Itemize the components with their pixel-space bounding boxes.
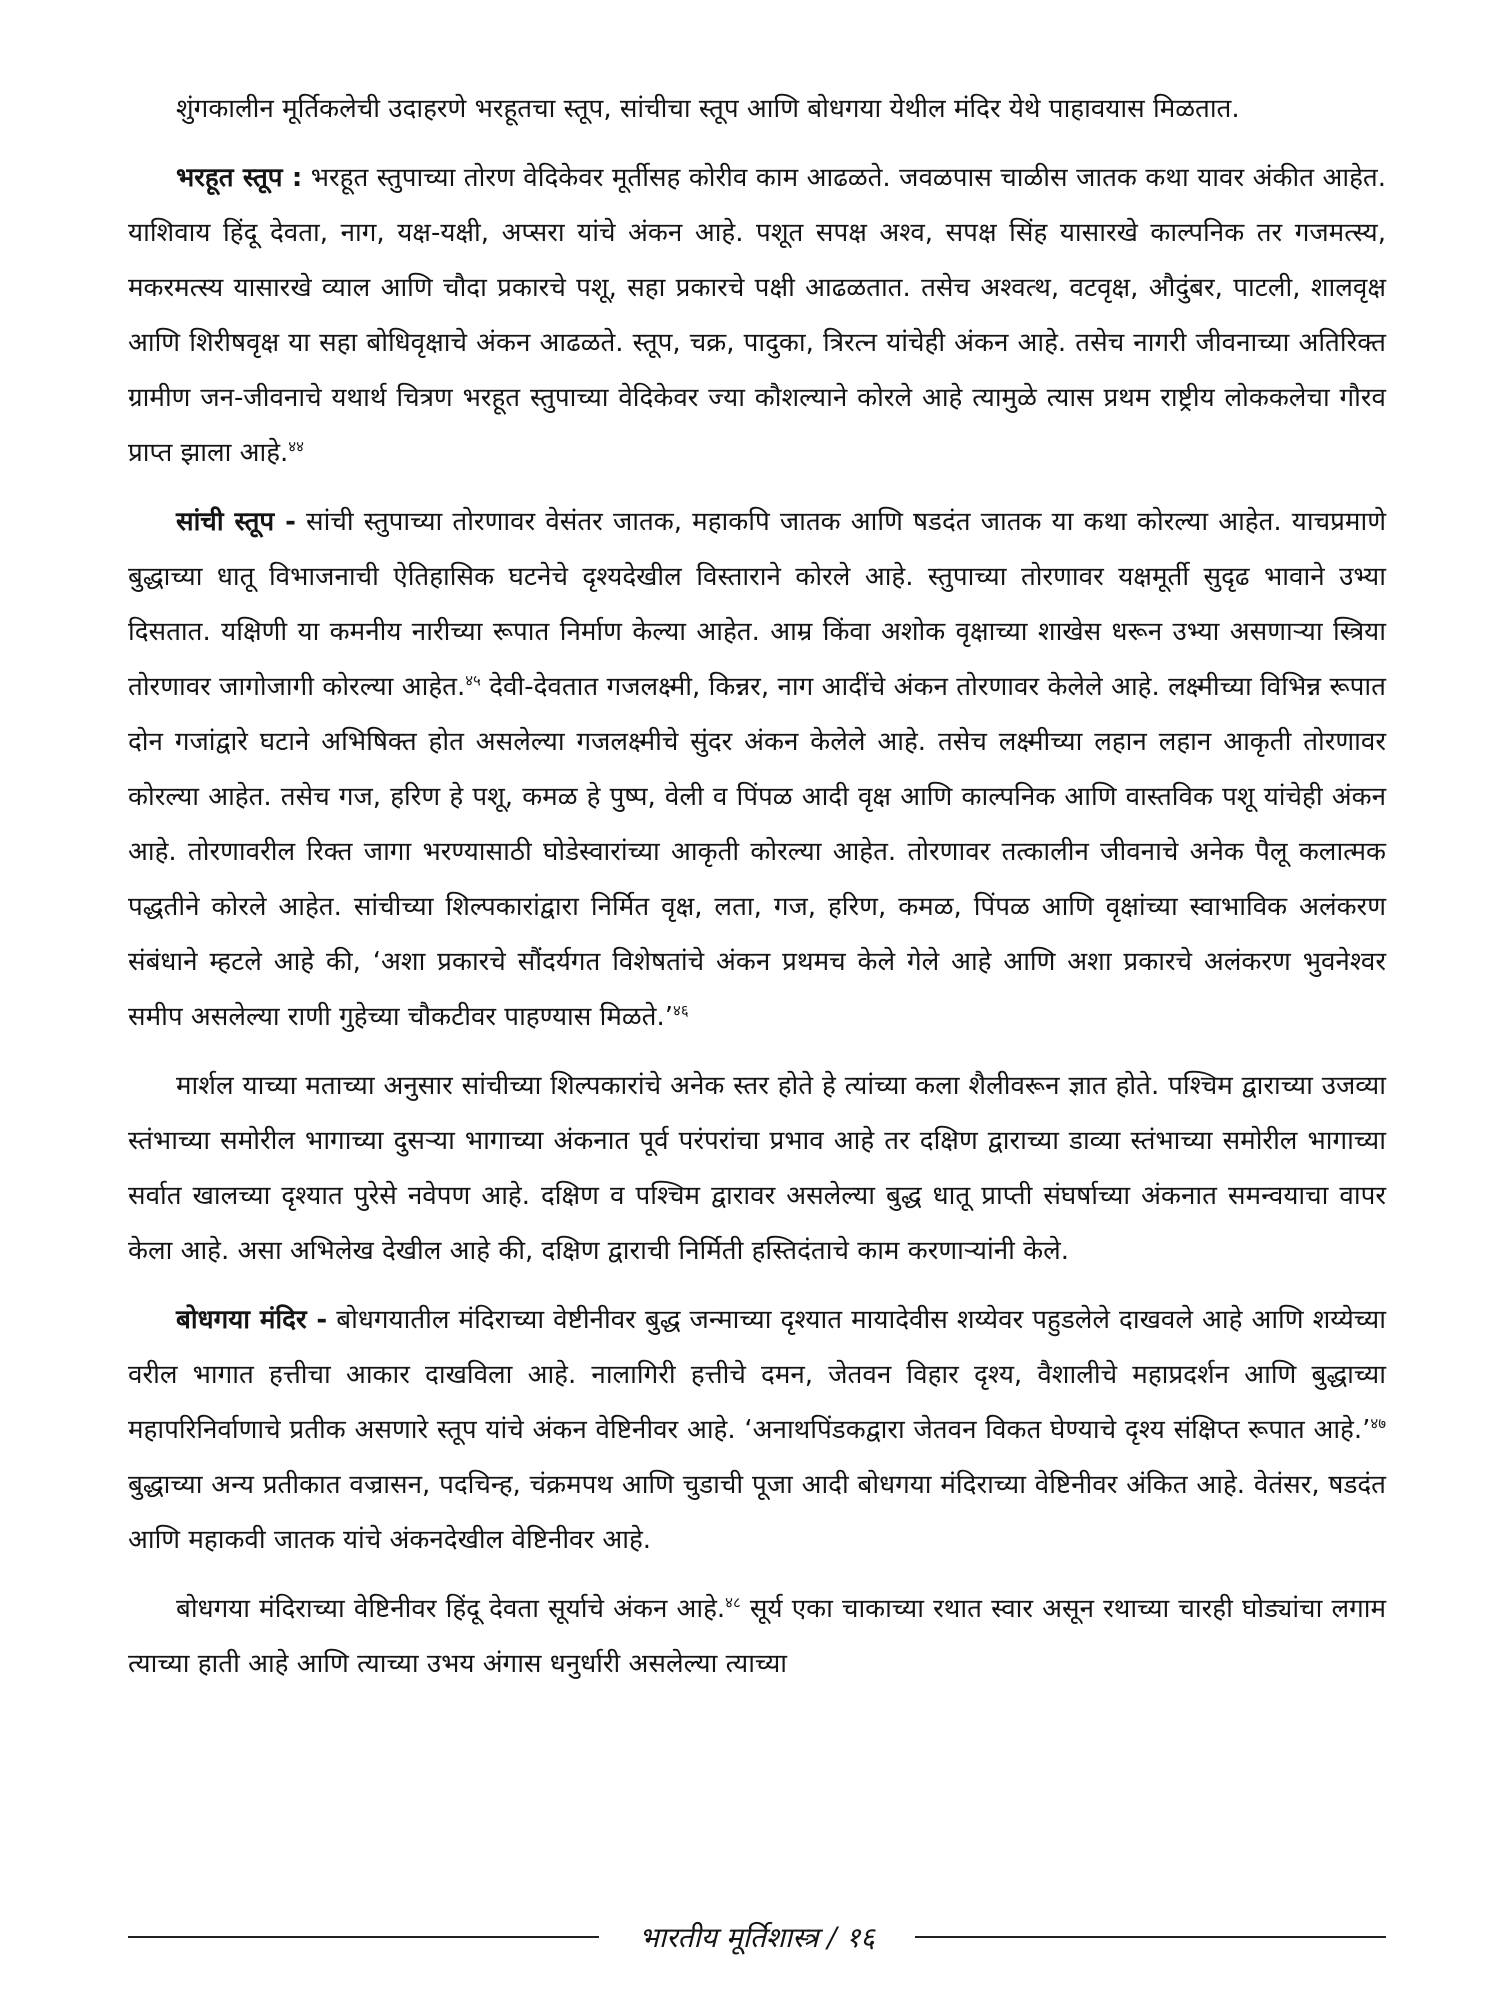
paragraph-text-continued: सूर्य एका चाकाच्या रथात स्वार असून रथाच्या चारही घोड्यांचा लगाम त्याच्या हाती आहे आणि त्याच्या उभय अंगास धनुर्धारी असलेल्या त्याच्या xyxy=(128,1594,1386,1679)
footer-rule-left xyxy=(128,1936,599,1938)
paragraph-bharhut-stupa xyxy=(128,151,1386,481)
footnote-marker: ४६ xyxy=(673,1001,689,1020)
paragraph-marshall xyxy=(128,1059,1386,1279)
section-heading-sanchi: सांची स्तूप - xyxy=(176,507,296,537)
footer-rule-right xyxy=(915,1936,1386,1938)
page-footer xyxy=(128,1918,1386,1956)
paragraph-text: सांची स्तुपाच्या तोरणावर वेसंतर जातक, महाकपि जातक आणि षडदंत जातक या कथा कोरल्या आहेत. याचप्रमाणे बुद्धाच्या धातू विभाजनाची ऐतिहासिक घटनेचे दृश्यदेखील विस्ताराने कोरले आहे. स्तुपाच्या तोरणावर यक्षमूर्ती सुदृढ भावाने उभ्या दिसतात. यक्षिणी या कमनीय नारीच्या रूपात निर्माण केल्या आहेत. आम्र किंवा अशोक वृक्षाच्या शाखेस धरून उभ्या असणाऱ्या स्त्रिया तोरणावर जागोजागी कोरल्या आहेत. xyxy=(128,507,1386,702)
section-heading-bodhgaya: बोधगया मंदिर - xyxy=(176,1305,328,1335)
paragraph-bodhgaya-temple xyxy=(128,1293,1386,1568)
paragraph-text-continued: बुद्धाच्या अन्य प्रतीकात वज्रासन, पदचिन्ह, चंक्रमपथ आणि चुडाची पूजा आदी बोधगया मंदिराच्या वेष्टिनीवर अंकित आहे. वेतंसर, षडदंत आणि महाकवी जातक यांचे अंकनदेखील वेष्टिनीवर आहे. xyxy=(128,1470,1386,1555)
paragraph-surya xyxy=(128,1582,1386,1692)
paragraph-text: भरहूत स्तुपाच्या तोरण वेदिकेवर मूर्तीसह कोरीव काम आढळते. जवळपास चाळीस जातक कथा यावर अंकीत आहेत. याशिवाय हिंदू देवता, नाग, यक्ष-यक्षी, अप्सरा यांचे अंकन आहे. पशूत सपक्ष अश्‍व, सपक्ष सिंह यासारखे काल्पनिक तर गजमत्स्य, मकरमत्स्य यासारखे व्याल आणि चौदा प्रकारचे पशू, सहा प्रकारचे पक्षी आढळतात. तसेच अश्‍वत्थ, वटवृक्ष, औदुंबर, पाटली, शालवृक्ष आणि शिरीषवृक्ष या सहा बोधिवृक्षाचे अंकन आढळते. स्तूप, चक्र, पादुका, त्रिरत्न यांचेही अंकन आहे. तसेच नागरी जीवनाच्या अतिरिक्त ग्रामीण जन-जीवनाचे यथार्थ चित्रण भरहूत स्तुपाच्या वेदिकेवर ज्या कौशल्याने कोरले आहे त्यामुळे त्यास प्रथम राष्ट्रीय लोककलेचा गौरव प्राप्त झाला आहे. xyxy=(128,163,1386,468)
page-body xyxy=(128,82,1386,1706)
footnote-marker: ४८ xyxy=(725,1593,741,1612)
footer-title-page-number: भारतीय मूर्तिशास्त्र / १६ xyxy=(639,1921,875,1954)
footnote-marker: ४४ xyxy=(288,437,304,456)
section-heading-bharhut: भरहूत स्तूप : xyxy=(176,163,303,193)
paragraph-text: मार्शल याच्या मताच्या अनुसार सांचीच्या शिल्पकारांचे अनेक स्तर होते हे त्यांच्या कला शैलीवरून ज्ञात होते. पश्‍चिम द्वाराच्या उजव्या स्तंभाच्या समोरील भागाच्या दुसऱ्या भागाच्या अंकनात पूर्व परंपरांचा प्रभाव आहे तर दक्षिण द्वाराच्या डाव्या स्तंभाच्या समोरील भागाच्या सर्वात खालच्या दृश्यात पुरेसे नवेपण आहे. दक्षिण व पश्‍चिम द्वारावर असलेल्या बुद्ध धातू प्राप्ती संघर्षाच्या अंकनात समन्वयाचा वापर केला आहे. असा अभिलेख देखील आहे की, दक्षिण द्वाराची निर्मिती हस्तिदंताचे काम करणाऱ्यांनी केले. xyxy=(128,1071,1386,1266)
paragraph-intro xyxy=(128,82,1386,137)
paragraph-text: बोधगयातील मंदिराच्या वेष्टीनीवर बुद्ध जन्माच्या दृश्यात मायादेवीस शय्येवर पहुडलेले दाखवले आहे आणि शय्येच्या वरील भागात हत्तीचा आकार दाखविला आहे. नालागिरी हत्तीचे दमन, जेतवन विहार दृश्य, वैशालीचे महाप्रदर्शन आणि बुद्धाच्या महापरिनिर्वाणाचे प्रतीक असणारे स्तूप यांचे अंकन वेष्टिनीवर आहे. ‘अनाथपिंडकद्वारा जेतवन विकत घेण्याचे दृश्य संक्षिप्त रूपात आहे.’ xyxy=(128,1305,1386,1445)
paragraph-text-continued: देवी-देवतात गजलक्ष्मी, किन्नर, नाग आदींचे अंकन तोरणावर केलेले आहे. लक्ष्मीच्या विभिन्न रूपात दोन गजांद्वारे घटाने अभिषिक्त होत असलेल्या गजलक्ष्मीचे सुंदर अंकन केलेले आहे. तसेच लक्ष्मीच्या लहान लहान आकृती तोरणावर कोरल्या आहेत. तसेच गज, हरिण हे पशू, कमळ हे पुष्प, वेली व पिंपळ आदी वृक्ष आणि काल्पनिक आणि वास्तविक पशू यांचेही अंकन आहे. तोरणावरील रिक्त जागा भरण्यासाठी घोडेस्वारांच्या आकृती कोरल्या आहेत. तोरणावर तत्कालीन जीवनाचे अनेक पैलू कलात्मक पद्धतीने कोरले आहेत. सांचीच्या शिल्पकारांद्वारा निर्मित वृक्ष, लता, गज, हरिण, कमळ, पिंपळ आणि वृक्षांच्या स्वाभाविक अलंकरण संबंधाने म्हटले आहे की, ‘अशा प्रकारचे सौंदर्यगत विशेषतांचे अंकन प्रथमच केले गेले आहे आणि अशा प्रकारचे अलंकरण भुवनेश्‍वर समीप असलेल्या राणी गुहेच्या चौकटीवर पाहण्यास मिळते.’ xyxy=(128,672,1386,1032)
paragraph-sanchi-stupa xyxy=(128,495,1386,1045)
paragraph-text: बोधगया मंदिराच्या वेष्टिनीवर हिंदू देवता सूर्याचे अंकन आहे. xyxy=(176,1594,726,1624)
paragraph-text: शुंगकालीन मूर्तिकलेची उदाहरणे भरहूतचा स्तूप, सांचीचा स्तूप आणि बोधगया येथील मंदिर येथे पाहावयास मिळतात. xyxy=(176,94,1240,124)
footnote-marker: ४७ xyxy=(1370,1414,1386,1433)
footnote-marker: ४५ xyxy=(465,671,481,690)
